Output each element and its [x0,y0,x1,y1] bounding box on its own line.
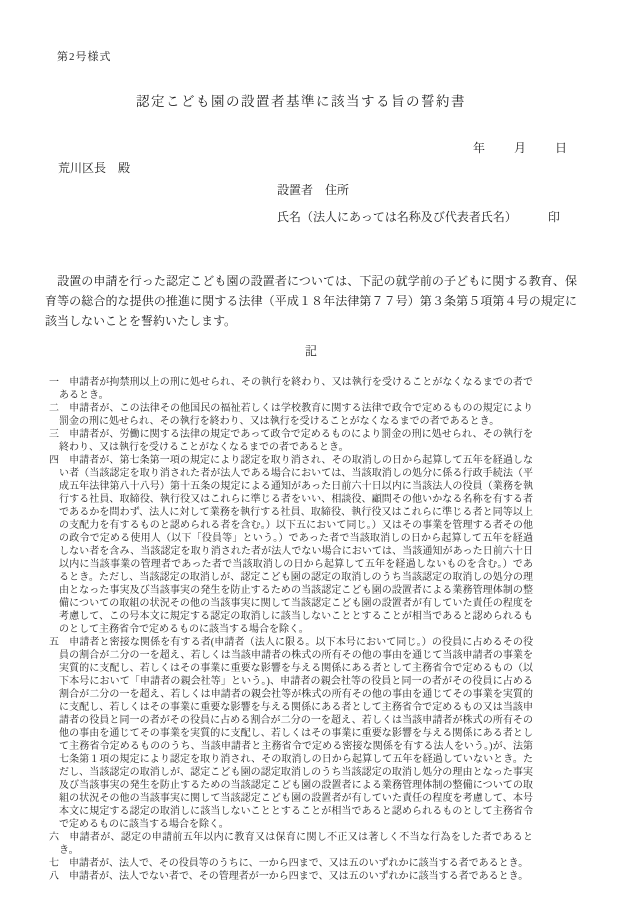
item-text: 申請者が、法人で、その役員等のうちに、一から四まで、又は五のいずれかに該当する者であるとき。 [69,858,529,869]
item-text: 申請者が、この法律その他国民の福祉若しくは学校教育に関する法律で政令で定めるものの規定により罰金の刑に処せられ、その執行を終わり、又は執行を受けることがなくなるまでの者であるとき。 [59,403,534,427]
item-number: 二 [49,403,60,414]
pledge-paragraph: 設置の申請を行った認定こども園の設置者については、下記の就学前の子どもに関する教育、保育等の総合的な提供の推進に関する法律（平成１８年法律第７７号）第３条第５項第４号の規定に該当しないことを誓約いたします。 [45,274,577,328]
applicant-block [277,184,560,224]
item-text: 申請者と密接な関係を有する者(申請者（法人に限る。以下本号において同じ。）の役員に占めるその役員の割合が二分の一を超え、若しくは当該申請者の株式の所有その他の事由を通じて当該申請者の事業を実質的に支配し、若しくはその事業に重要な影響を与える関係にある者として主務省令で定めるもの（以下本号において「申請者の親会社等」という。)、申請者の親会社等の役員と同一の者がその役員に占める割合が二分の一を超え、若しくは申請者の親会社等が株式の所有その他の事由を通じてその事業を実質的に支配し、若しくはその事業に重要な影響を与える関係にある者として主務省令で定めるもの又は当該申請者の役員と同一の者がその役員に占める割合が二分の一を超え、若しくは当該申請者が株式の所有その他の事由を通じてその事業を実質的に支配し、若しくはその事業に重要な影響を与える関係にある者として主務省令定めるもののうち、当該申請者と主務省令で定める密接な関係を有する法人をいう。)が、法第七条第１項の規定により認定を取り消され、その取消しの日から起算して五年を経過していないとき。ただし、当該認定の取消しが、認定こども園の認定取消しのうち当該認定の取消し処分の理由となった事実及び当該事実の発生を防止するための当該認定こども園の設置者による業務管理体制の整備についての取組の状況その他の当該事実に関して当該認定こども園の設置者が有していた責任の程度を考慮して、本号本文に規定する認定の取消しに該当しないこととすることが相当であると認められるものとして主務省令で定めるものに該当する場合を除く。 [59,637,533,830]
pledge-item-7 [49,857,533,870]
item-number: 八 [49,871,59,882]
date-day-label: 日 [554,141,567,155]
item-text: 申請者が、認定の申請前五年以内に教育又は保育に関し不正又は著しく不当な行為をした者であるとき。 [59,832,534,856]
item-number: 五 [49,637,60,648]
seal-label: 印 [547,210,560,224]
date-line [473,139,567,156]
pledge-item-3 [49,428,533,454]
item-number: 六 [49,832,60,843]
item-number: 三 [49,429,60,440]
item-number: 七 [49,858,59,869]
form-number: 第2号様式 [57,51,112,63]
pledge-item-8 [49,870,533,883]
pledge-item-5 [49,636,533,831]
applicant-name-row [277,211,560,224]
page-title: 認定こども園の設置者基準に該当する旨の誓約書 [136,94,466,109]
addressee: 荒川区長 殿 [58,161,131,175]
applicant-name-label: 氏名（法人にあっては名称及び代表者氏名） [277,210,517,224]
pledge-item-4 [49,454,533,636]
item-text: 申請者が拘禁刑以上の刑に処せられ、その執行を終わり、又は執行を受けることがなくなるまでの者であるとき。 [59,377,533,401]
item-text: 申請者が、労働に関する法律の規定であって政令で定めるものにより罰金の刑に処せられ、その執行を終わり、又は執行を受けることがなくなるまでの者であるとき。 [59,429,534,453]
item-text: 申請者が、法人でない者で、その管理者が一から四まで、又は五のいずれかに該当する者であるとき。 [69,871,529,882]
date-year-label: 年 [472,141,485,155]
date-month-label: 月 [513,141,526,155]
item-number: 一 [49,377,60,388]
pledge-item-6 [49,831,533,857]
list-heading: 記 [304,344,317,358]
item-number: 四 [49,455,60,466]
item-text: 申請者が、第七条第一項の規定により認定を取り消され、その取消しの日から起算して五年を経過しない者（当該認定を取り消された者が法人である場合においては、当該取消しの処分に係る行政手続法（平成五年法律第八十八号）第十五条の規定による通知があった日前六十日以内に当該法人の役員（業務を執行する社員、取締役、執行役又はこれらに準じる者をいい、相談役、顧問その他いかなる名称を有する者であるかを問わず、法人に対して業務を執行する社員、取締役、執行役又はこれらに準じる者と同等以上の支配力を有するものと認められる者を含む。）以下五において同じ。）又はその事業を管理する者その他の政令で定める使用人（以下「役員等」という。）であった者で当該取消しの日から起算して五年を経過しない者を含み、当該認定を取り消された者が法人でない場合においては、当該通知があった日前六十日以内に当該事業の管理者であった者で当該取消しの日から起算して五年を経過しないものを含む。）であるとき。ただし、当該認定の取消しが、認定こども園の認定の取消しのうち当該認定の取消しの処分の理由となった事実及び当該事実の発生を防止するための当該認定こども園の設置者による業務管理体制の整備についての取組の状況その他の当該事実に関して当該認定こども園の設置者が有していた責任の程度を考慮して、この号本文に規定する認定の取消しに該当しないこととすることが相当であると認められるものとして主務省令で定めるものに該当する場合を除く。 [59,455,533,635]
pledge-item-list [49,376,533,883]
pledge-item-2 [49,402,533,428]
applicant-address-label: 設置者 住所 [277,183,350,197]
pledge-item-1 [49,376,533,402]
